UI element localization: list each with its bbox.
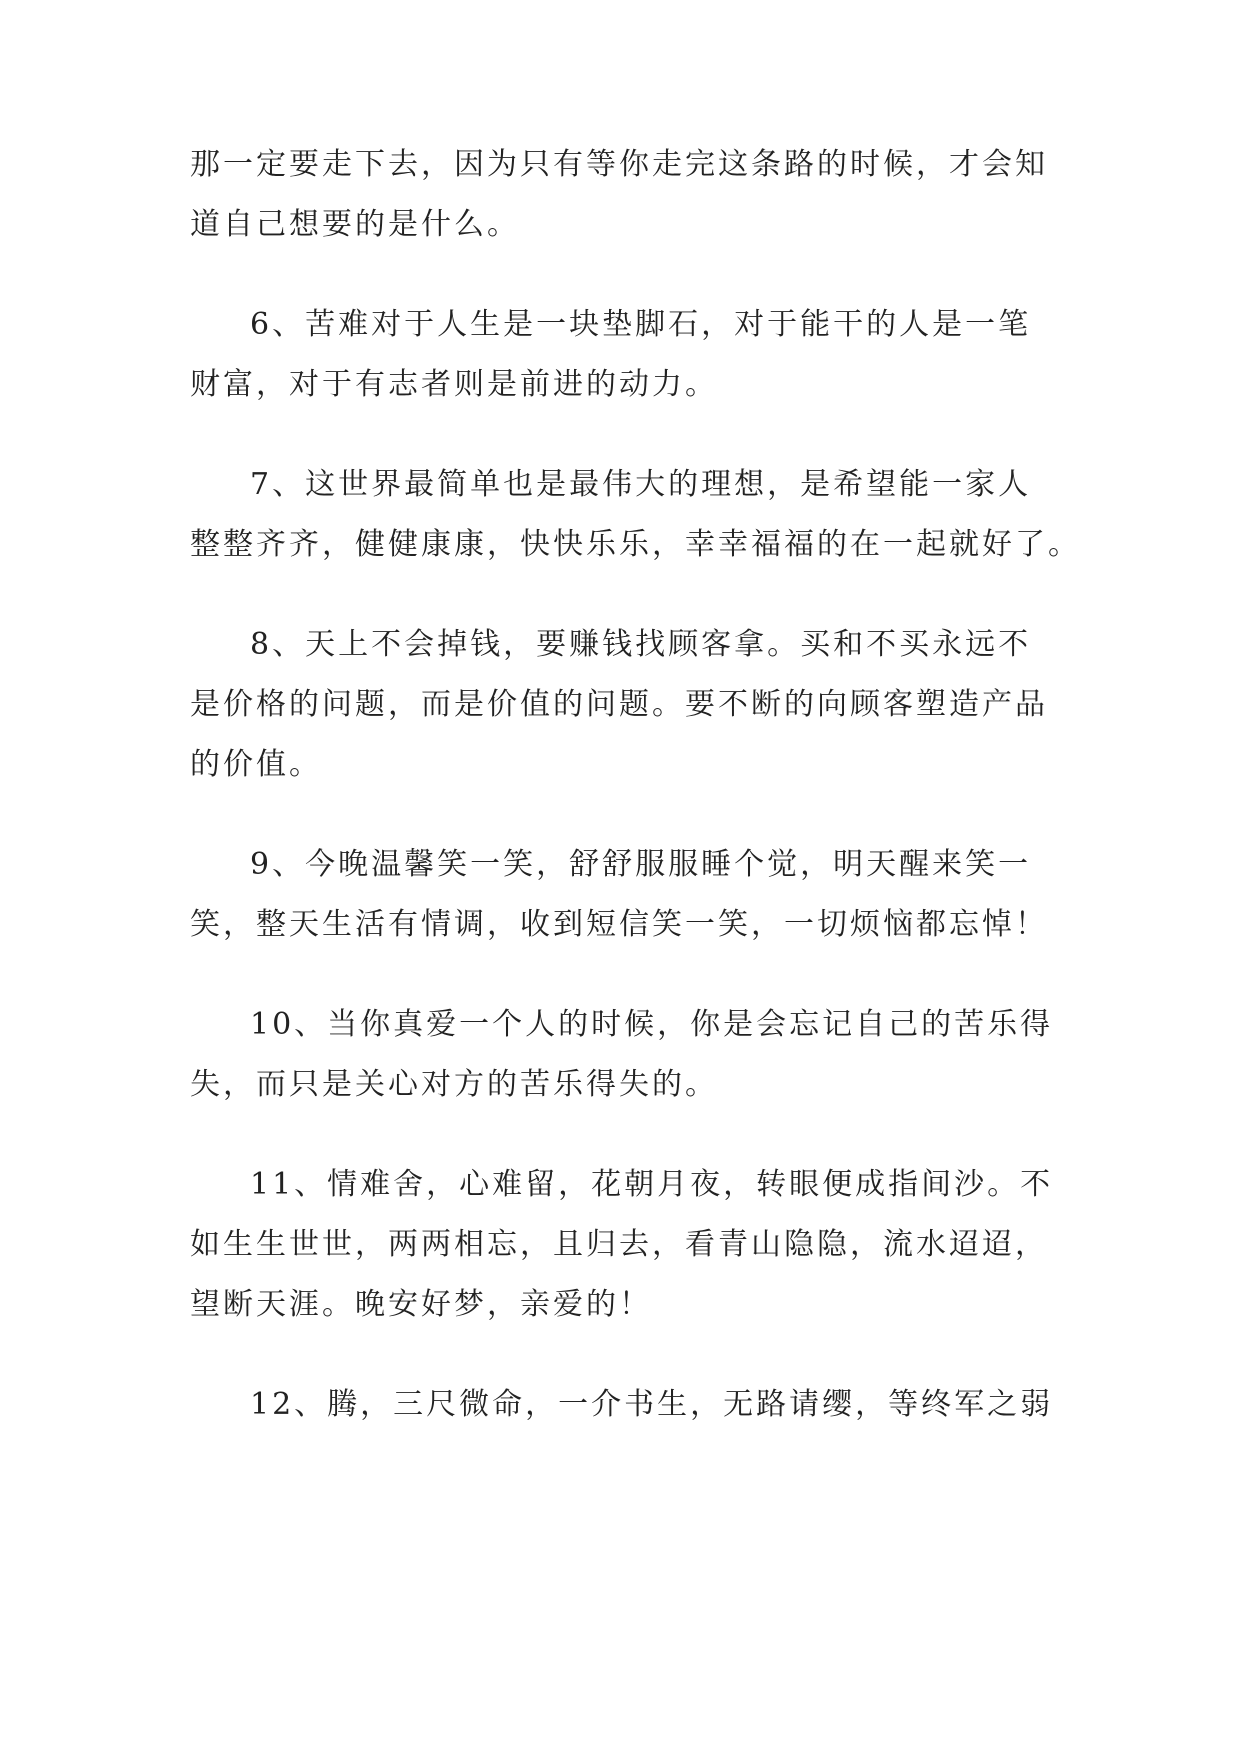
paragraph-line: 是价格的问题，而是价值的问题。要不断的向顾客塑造产品	[190, 687, 1048, 722]
paragraph-line: 12、腾，三尺微命，一介书生，无路请缨，等终军之弱	[250, 1387, 1054, 1422]
paragraph-item-12	[190, 1375, 1060, 1435]
paragraph-continuation	[190, 135, 1060, 255]
paragraph-line: 10、当你真爱一个人的时候，你是会忘记自己的苦乐得	[250, 1007, 1054, 1042]
paragraph-line: 失，而只是关心对方的苦乐得失的。	[190, 1067, 718, 1102]
paragraph-line: 道自己想要的是什么。	[190, 207, 520, 242]
paragraph-line: 9、今晚温馨笑一笑，舒舒服服睡个觉，明天醒来笑一	[250, 847, 1032, 882]
paragraph-item-6	[190, 295, 1060, 415]
paragraph-item-9	[190, 835, 1060, 955]
paragraph-item-11	[190, 1155, 1060, 1335]
paragraph-line: 望断天涯。晚安好梦，亲爱的！	[190, 1287, 652, 1322]
paragraph-line: 的价值。	[190, 747, 322, 782]
paragraph-item-8	[190, 615, 1060, 795]
paragraph-line: 整整齐齐，健健康康，快快乐乐，幸幸福福的在一起就好了。	[190, 527, 1081, 562]
paragraph-line: 如生生世世，两两相忘，且归去，看青山隐隐，流水迢迢，	[190, 1227, 1048, 1262]
paragraph-line: 财富，对于有志者则是前进的动力。	[190, 367, 718, 402]
paragraph-item-7	[190, 455, 1081, 575]
paragraph-line: 8、天上不会掉钱，要赚钱找顾客拿。买和不买永远不	[250, 627, 1032, 662]
paragraph-item-10	[190, 995, 1060, 1115]
paragraph-line: 那一定要走下去，因为只有等你走完这条路的时候，才会知	[190, 147, 1048, 182]
paragraph-line: 7、这世界最简单也是最伟大的理想，是希望能一家人	[250, 467, 1032, 502]
paragraph-line: 11、情难舍，心难留，花朝月夜，转眼便成指间沙。不	[250, 1167, 1054, 1202]
paragraph-line: 笑，整天生活有情调，收到短信笑一笑，一切烦恼都忘悼！	[190, 907, 1048, 942]
paragraph-line: 6、苦难对于人生是一块垫脚石，对于能干的人是一笔	[250, 307, 1032, 342]
